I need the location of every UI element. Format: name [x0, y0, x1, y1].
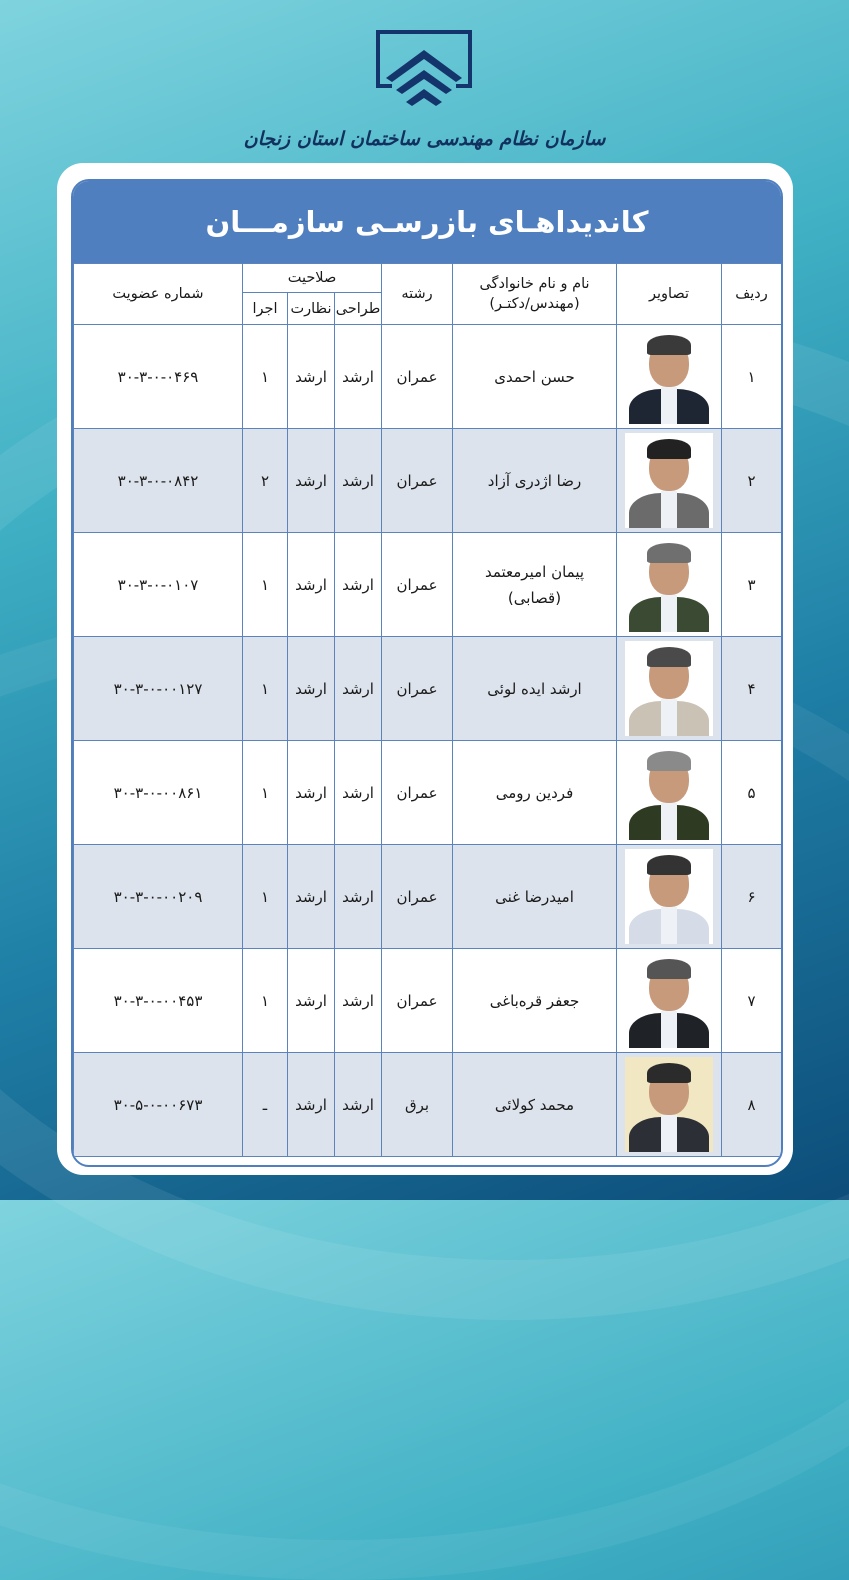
table-row — [74, 429, 782, 533]
qual-execution: ۱ — [243, 533, 288, 637]
qual-supervision: ارشد — [288, 325, 335, 429]
photo-hair — [647, 855, 691, 875]
qual-design: ارشد — [335, 845, 382, 949]
photo-hair — [647, 335, 691, 355]
table-row — [74, 949, 782, 1053]
col-name: نام و نام خانوادگی (مهندس/دکتـر) — [453, 264, 617, 325]
candidate-name: امیدرضا غنی — [453, 845, 617, 949]
photo-shirt — [661, 1115, 677, 1152]
candidate-field: عمران — [382, 741, 453, 845]
qual-execution: ـ — [243, 1053, 288, 1157]
candidate-field: عمران — [382, 533, 453, 637]
house-roof-logo-icon — [372, 26, 476, 108]
qual-execution: ۱ — [243, 845, 288, 949]
photo-cell — [617, 1053, 722, 1157]
table-row — [74, 1053, 782, 1157]
membership-number: ۳۰-۳-۰-۰۰۱۲۷ — [74, 637, 243, 741]
candidate-name: حسن احمدی — [453, 325, 617, 429]
membership-number: ۳۰-۳-۰-۰۰۴۵۳ — [74, 949, 243, 1053]
qual-design: ارشد — [335, 429, 382, 533]
photo-cell — [617, 325, 722, 429]
membership-number: ۳۰-۳-۰-۰۸۴۲ — [74, 429, 243, 533]
col-supervision: نظارت — [288, 293, 335, 325]
candidate-field: عمران — [382, 325, 453, 429]
candidate-photo — [625, 953, 713, 1048]
row-index: ۸ — [722, 1053, 782, 1157]
table-row — [74, 325, 782, 429]
photo-shirt — [661, 1011, 677, 1048]
candidates-table — [73, 263, 782, 1157]
photo-hair — [647, 1063, 691, 1083]
photo-shirt — [661, 699, 677, 736]
col-membership: شماره عضویت — [74, 264, 243, 325]
candidate-field: برق — [382, 1053, 453, 1157]
table-row — [74, 741, 782, 845]
photo-shirt — [661, 907, 677, 944]
candidate-field: عمران — [382, 845, 453, 949]
photo-cell — [617, 429, 722, 533]
photo-cell — [617, 637, 722, 741]
candidate-name: رضا اژدری آزاد — [453, 429, 617, 533]
qual-design: ارشد — [335, 533, 382, 637]
photo-shirt — [661, 803, 677, 840]
candidate-field: عمران — [382, 429, 453, 533]
qual-design: ارشد — [335, 741, 382, 845]
candidate-photo — [625, 329, 713, 424]
candidate-photo — [625, 849, 713, 944]
qual-execution: ۱ — [243, 637, 288, 741]
candidate-photo — [625, 537, 713, 632]
qual-supervision: ارشد — [288, 1053, 335, 1157]
col-row: ردیف — [722, 264, 782, 325]
qual-supervision: ارشد — [288, 637, 335, 741]
photo-shirt — [661, 387, 677, 424]
qual-supervision: ارشد — [288, 741, 335, 845]
candidates-card — [57, 163, 793, 1175]
membership-number: ۳۰-۵-۰-۰۰۶۷۳ — [74, 1053, 243, 1157]
qual-supervision: ارشد — [288, 429, 335, 533]
photo-hair — [647, 751, 691, 771]
photo-cell — [617, 949, 722, 1053]
table-row — [74, 637, 782, 741]
qual-execution: ۲ — [243, 429, 288, 533]
photo-hair — [647, 959, 691, 979]
photo-cell — [617, 741, 722, 845]
page-title: کاندیداهـای بازرسـی سازمـــان — [73, 181, 781, 263]
membership-number: ۳۰-۳-۰-۰۴۶۹ — [74, 325, 243, 429]
col-field: رشته — [382, 264, 453, 325]
candidate-name: محمد کولائی — [453, 1053, 617, 1157]
candidate-photo — [625, 1057, 713, 1152]
membership-number: ۳۰-۳-۰-۰۰۸۶۱ — [74, 741, 243, 845]
photo-cell — [617, 845, 722, 949]
candidate-field: عمران — [382, 637, 453, 741]
photo-shirt — [661, 491, 677, 528]
candidate-name: فردین رومی — [453, 741, 617, 845]
photo-hair — [647, 647, 691, 667]
qual-design: ارشد — [335, 1053, 382, 1157]
qual-execution: ۱ — [243, 741, 288, 845]
qual-execution: ۱ — [243, 325, 288, 429]
row-index: ۴ — [722, 637, 782, 741]
qual-design: ارشد — [335, 949, 382, 1053]
photo-cell — [617, 533, 722, 637]
row-index: ۶ — [722, 845, 782, 949]
qual-supervision: ارشد — [288, 949, 335, 1053]
row-index: ۲ — [722, 429, 782, 533]
row-index: ۳ — [722, 533, 782, 637]
candidate-photo — [625, 433, 713, 528]
col-photos: تصاویر — [617, 264, 722, 325]
candidate-name: پیمان امیرمعتمد (قصابی) — [453, 533, 617, 637]
col-execution: اجرا — [243, 293, 288, 325]
table-row — [74, 533, 782, 637]
photo-hair — [647, 543, 691, 563]
org-name: سازمان نظام مهندسی ساختمان استان زنجان — [243, 128, 606, 150]
qual-supervision: ارشد — [288, 845, 335, 949]
candidates-panel — [71, 179, 783, 1167]
row-index: ۱ — [722, 325, 782, 429]
row-index: ۷ — [722, 949, 782, 1053]
photo-hair — [647, 439, 691, 459]
qual-execution: ۱ — [243, 949, 288, 1053]
candidate-name: ارشد ایده لوئی — [453, 637, 617, 741]
col-qualification: صلاحیت — [243, 264, 382, 293]
membership-number: ۳۰-۳-۰-۰۰۲۰۹ — [74, 845, 243, 949]
col-design: طراحی — [335, 293, 382, 325]
qual-supervision: ارشد — [288, 533, 335, 637]
candidate-name: جعفر قره‌باغی — [453, 949, 617, 1053]
qual-design: ارشد — [335, 637, 382, 741]
table-row — [74, 845, 782, 949]
org-logo — [0, 18, 849, 148]
candidate-photo — [625, 641, 713, 736]
membership-number: ۳۰-۳-۰-۰۱۰۷ — [74, 533, 243, 637]
row-index: ۵ — [722, 741, 782, 845]
candidate-field: عمران — [382, 949, 453, 1053]
photo-shirt — [661, 595, 677, 632]
qual-design: ارشد — [335, 325, 382, 429]
candidate-photo — [625, 745, 713, 840]
